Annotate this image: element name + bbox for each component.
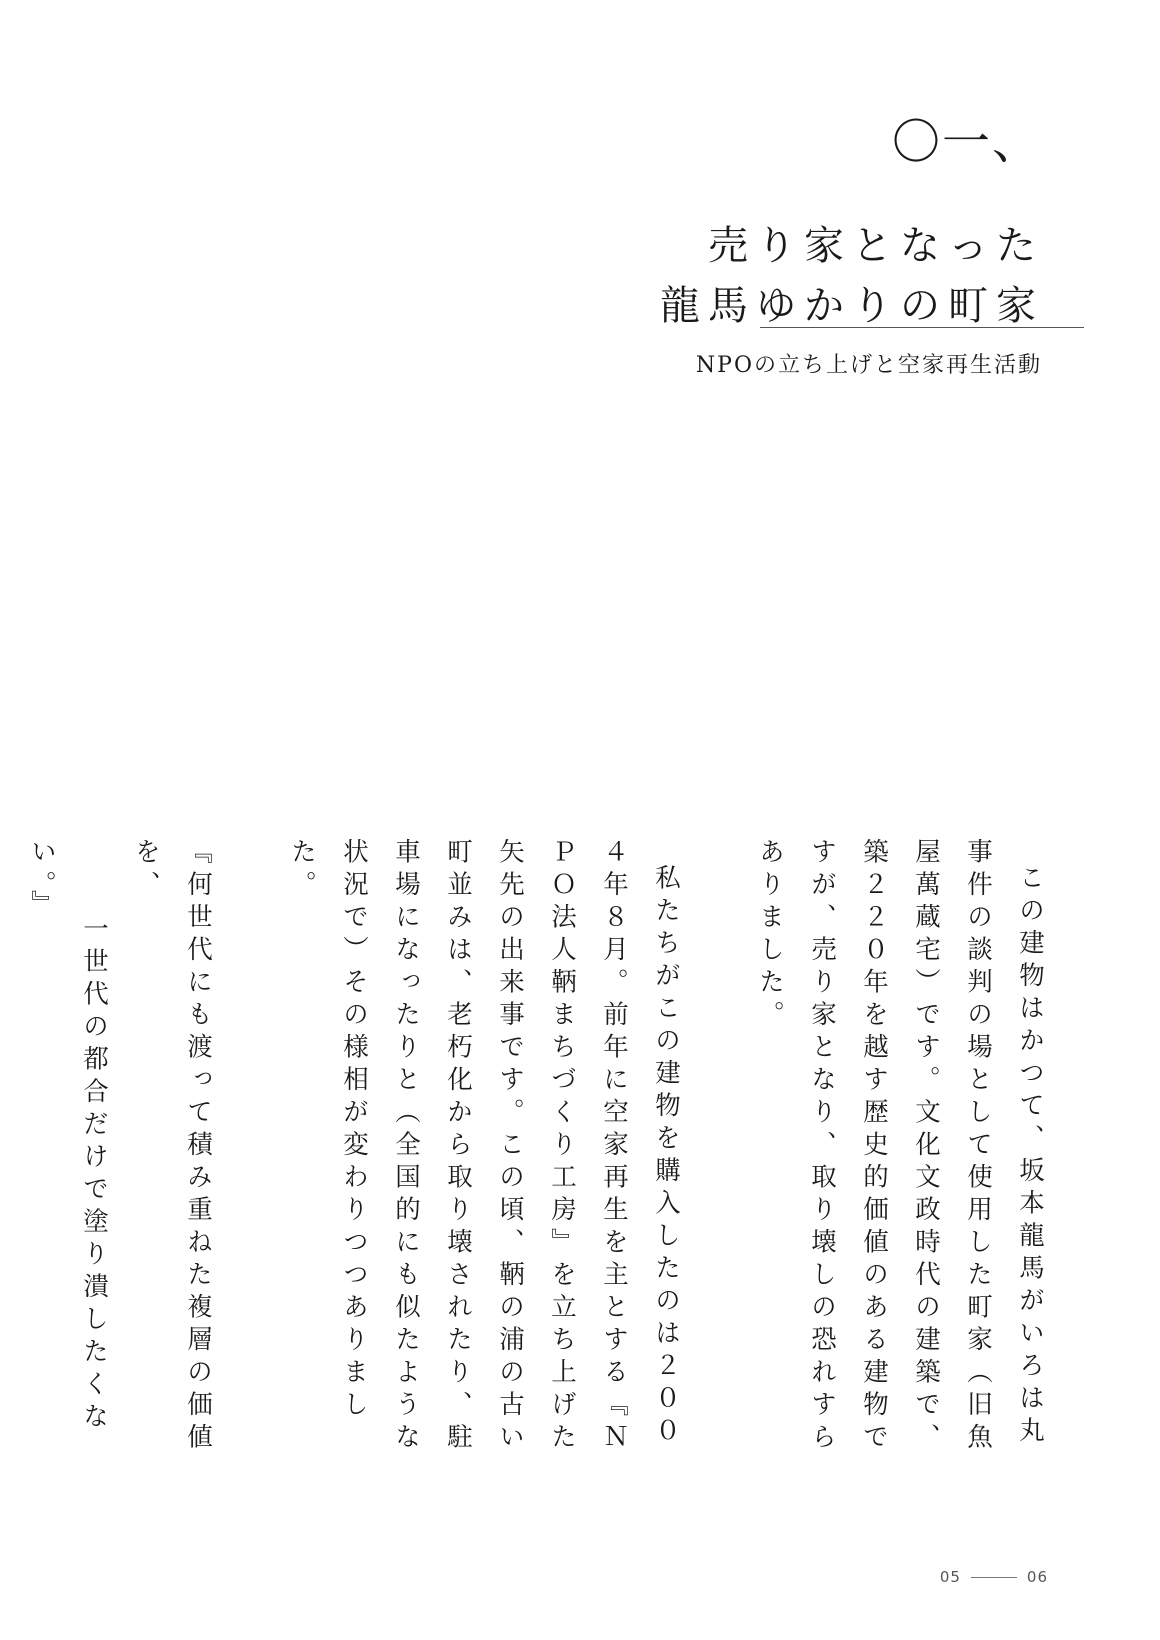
quote-line-1: 『何世代にも渡って積み重ねた複層の価値を、 [131,838,213,1456]
paragraph-gap [0,838,16,1458]
paragraph-gap [692,838,744,1458]
chapter-subtitle: NPOの立ち上げと空家再生活動 [695,353,1042,378]
title-line-2: 龍馬ゆかりの町家 [660,283,1044,329]
page-number-separator [971,1577,1017,1578]
chapter-title [660,216,1044,336]
quote-line-2: 一世代の都合だけで塗り潰したくない。』 [27,838,109,1435]
page-number-left: 05 [939,1568,961,1586]
section-number: 〇一、 [891,114,1042,170]
paragraph-1: この建物はかつて、坂本龍馬がいろは丸事件の談判の場として使用した町家（旧魚屋萬蔵宅）です。文化文政時代の建築で、築２２０年を越す歴史的価値のある建物ですが、売り家となり、取り壊しの恐れすらありました。 [755,838,1045,1456]
paragraph-2: 私たちがこの建物を購入したのは２００４年８月。前年に空家再生を主とする『ＮＰＯ法人鞆まちづくり工房』を立ち上げた矢先の出来事です。この頃、鞆の浦の古い町並みは、老朽化から取り壊されたり、駐車場になったりと（全国的にも似たような状況で）その様相が変わりつつありました。 [287,838,681,1456]
paragraph-gap [224,838,276,1458]
page-numbers [940,1568,1048,1586]
title-divider [760,327,1084,328]
page-number-right: 06 [1026,1568,1048,1586]
title-line-1: 売り家となった [708,223,1044,269]
vertical-body-text [0,838,1056,1458]
